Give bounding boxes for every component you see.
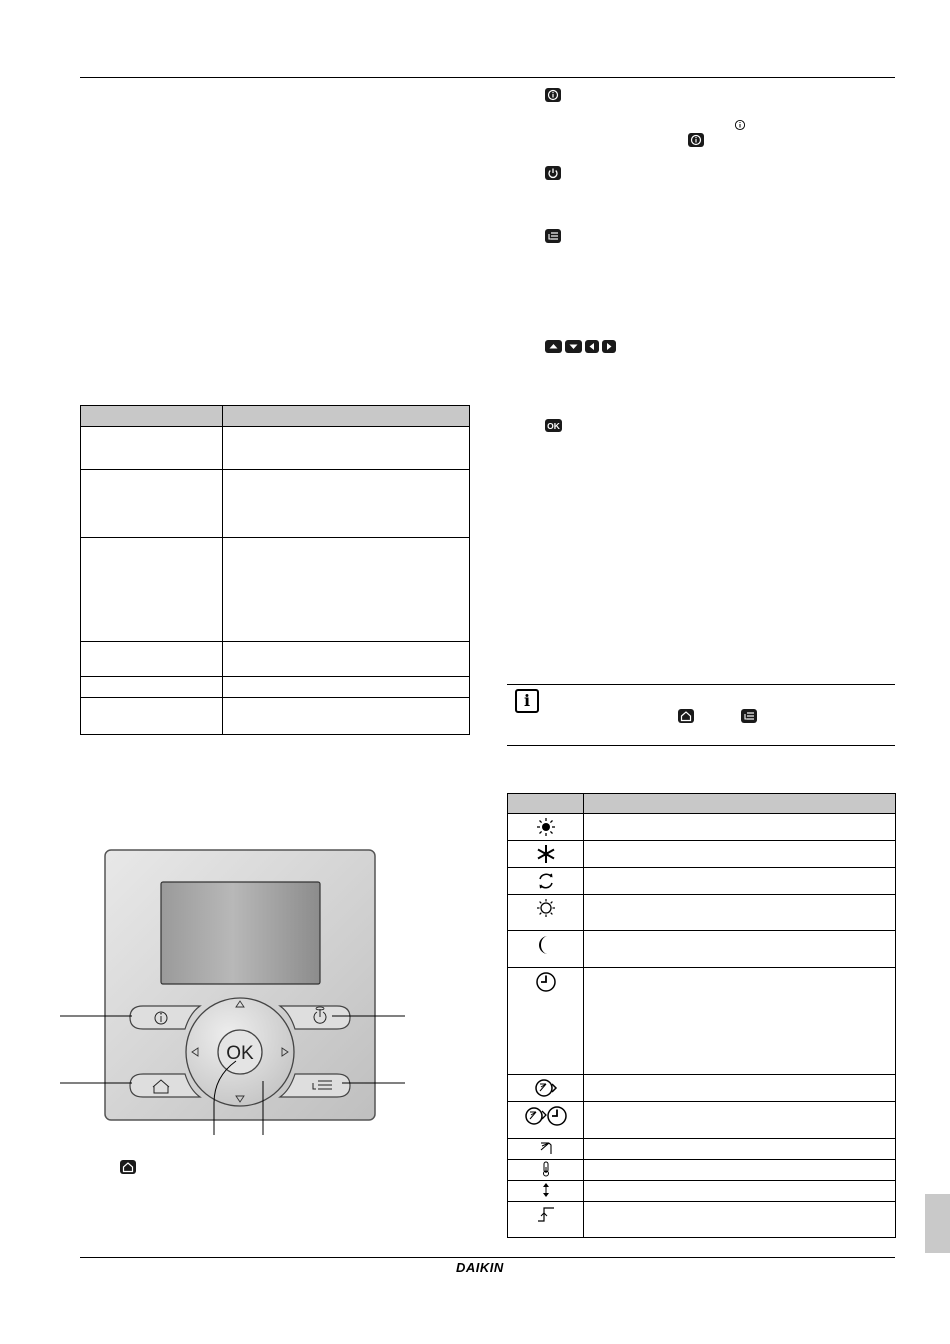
ok-icon — [545, 419, 562, 432]
ok-button-label: OK — [226, 1043, 254, 1064]
table-row — [81, 538, 470, 642]
controller-screen — [161, 882, 320, 984]
weather-dependent-icon — [534, 1078, 558, 1098]
chapter-side-tab — [925, 1194, 950, 1253]
sun-heating-icon — [536, 817, 556, 837]
arrow-left-icon — [585, 340, 599, 353]
table-row — [508, 1181, 896, 1202]
snowflake-cooling-icon — [536, 844, 556, 864]
info-small-icon — [734, 119, 746, 131]
table-row — [508, 895, 896, 931]
weather-icon — [538, 1140, 554, 1156]
up-down-icon — [541, 1182, 551, 1198]
table-header-row — [508, 794, 896, 814]
schedule-clock-icon — [535, 971, 557, 993]
table-row — [508, 1160, 896, 1181]
table-row — [508, 1202, 896, 1238]
menu-icon — [545, 229, 561, 243]
arrow-keys — [545, 340, 616, 356]
step-signal-icon — [536, 1205, 556, 1225]
user-interface-controller — [60, 845, 405, 1145]
home-icon — [678, 709, 694, 723]
table-row — [508, 1139, 896, 1160]
table-row — [508, 868, 896, 895]
daikin-logo: DAIKIN — [456, 1260, 504, 1275]
home-icon — [120, 1160, 136, 1174]
table-row — [81, 470, 470, 538]
table-row — [81, 677, 470, 698]
moon-eco-icon — [536, 934, 556, 956]
info-icon — [688, 133, 704, 147]
settings-table — [80, 405, 470, 735]
table-row — [508, 814, 896, 841]
weather-schedule-icon — [524, 1105, 568, 1127]
svg-text:OK: OK — [547, 421, 560, 431]
arrow-up-icon — [545, 340, 562, 353]
thermometer-icon — [541, 1161, 551, 1177]
power-icon — [545, 166, 561, 180]
top-rule — [80, 77, 895, 78]
table-row — [508, 968, 896, 1075]
table-row — [81, 698, 470, 735]
information-note — [507, 684, 895, 746]
table-row — [81, 642, 470, 677]
auto-changeover-icon — [536, 871, 556, 891]
table-header-row — [81, 406, 470, 427]
table-row — [508, 1075, 896, 1102]
info-icon — [545, 88, 561, 102]
comfort-sun-icon — [536, 898, 556, 918]
bottom-rule — [80, 1257, 895, 1258]
menu-icon — [741, 709, 757, 723]
table-row — [508, 931, 896, 968]
arrow-down-icon — [565, 340, 582, 353]
icon-table — [507, 793, 896, 1238]
table-row — [508, 1102, 896, 1139]
arrow-right-icon — [602, 340, 616, 353]
information-note-icon: i — [515, 689, 539, 713]
table-row — [81, 427, 470, 470]
table-row — [508, 841, 896, 868]
